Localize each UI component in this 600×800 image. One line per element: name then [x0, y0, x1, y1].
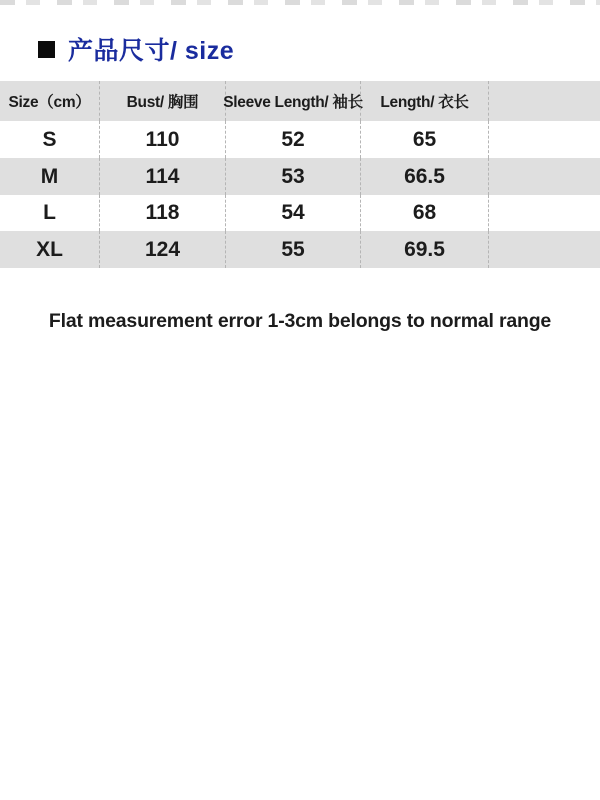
sleeve-cell: 53: [225, 158, 360, 195]
header-cell-size: Size（cm）: [8, 94, 91, 111]
size-cell: XL: [36, 237, 63, 261]
size-chart-table: [0, 81, 600, 268]
size-cell: L: [43, 201, 56, 224]
table-row-xl: [0, 231, 600, 268]
empty-cell: [488, 158, 600, 195]
table-header-row: [0, 81, 600, 121]
bust-cell: 110: [99, 121, 225, 158]
length-cell: 69.5: [360, 231, 488, 268]
bust-cell: 124: [99, 231, 225, 268]
header-cell-length: Length/ 衣长: [360, 81, 488, 121]
measurement-disclaimer: Flat measurement error 1-3cm belongs to normal range: [48, 310, 552, 332]
section-title-text: 产品尺寸/ size: [68, 37, 235, 65]
header-cell-empty: [488, 81, 600, 121]
size-cell: S: [42, 127, 57, 151]
table-row-s: [0, 121, 600, 158]
sleeve-cell: 55: [225, 231, 360, 268]
section-title: [38, 32, 600, 66]
sleeve-cell: 52: [225, 121, 360, 158]
length-cell: 65: [360, 121, 488, 158]
bust-cell: 118: [99, 195, 225, 231]
table-row-l: [0, 195, 600, 231]
empty-cell: [488, 195, 600, 231]
sleeve-cell: 54: [225, 195, 360, 231]
table-row-m: [0, 158, 600, 195]
size-cell: M: [40, 164, 59, 188]
bust-cell: 114: [99, 158, 225, 195]
cropped-text-artifact: [0, 0, 600, 5]
length-cell: 66.5: [360, 158, 488, 195]
header-cell-sleeve: Sleeve Length/ 袖长: [225, 81, 360, 121]
empty-cell: [488, 231, 600, 268]
header-cell-bust: Bust/ 胸围: [99, 81, 225, 121]
square-bullet-icon: [38, 41, 55, 58]
empty-cell: [488, 121, 600, 158]
length-cell: 68: [360, 195, 488, 231]
